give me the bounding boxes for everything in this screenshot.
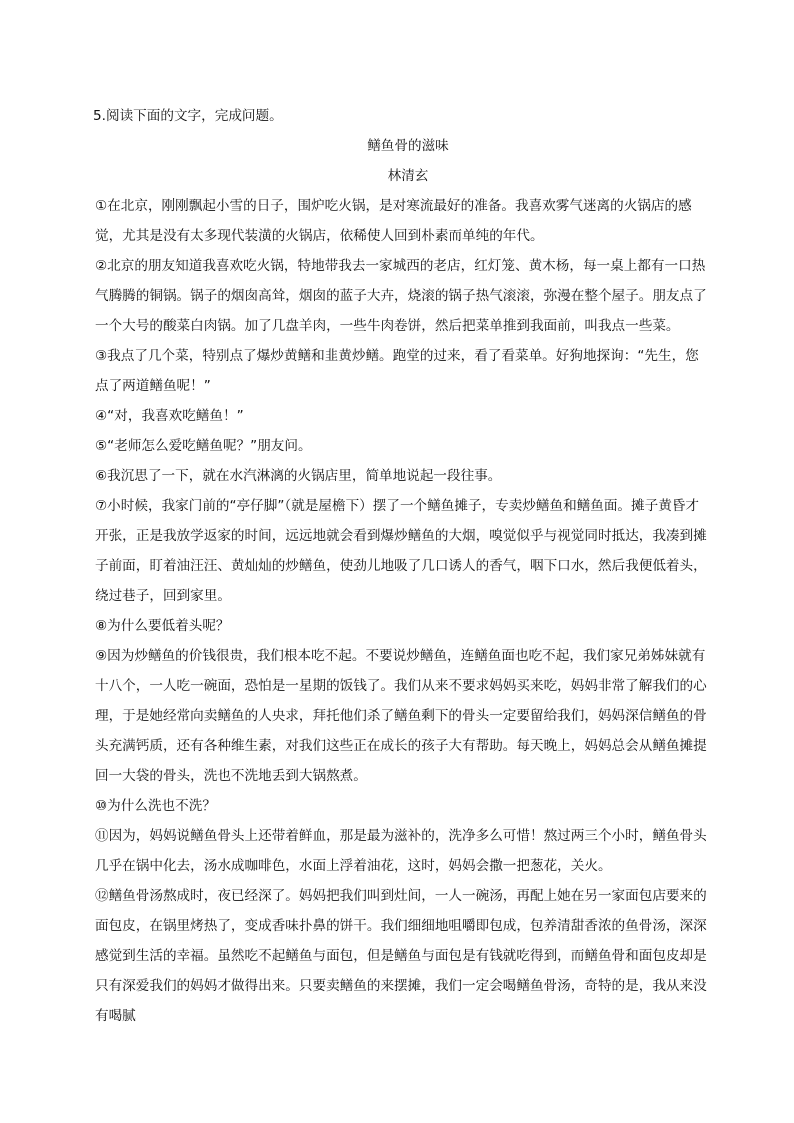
question-prompt: 5.阅读下面的文字，完成问题。: [93, 108, 283, 124]
paragraph-8: ⑧为什么要低着头呢？: [95, 618, 230, 634]
paragraph-4: ④“对，我喜欢吃鳝鱼！”: [95, 408, 244, 424]
paragraph-1: ①在北京，刚刚飘起小雪的日子，围炉吃火锅，是对寒流最好的准备。我喜欢雾气迷离的火锅店的感觉，尤其是没有太多现代装潢的火锅店，依稀使人回到朴素而单纯的年代。: [95, 198, 692, 244]
paragraph-9: ⑨因为炒鳝鱼的价钱很贵，我们根本吃不起。不要说炒鳝鱼，连鳝鱼面也吃不起，我们家兄弟姊妹就有十八个，一人吃一碗面，恐怕是一星期的饭钱了。我们从来不要求妈妈买来吃，妈妈非常了解我们的心理，于是她经常向卖鳝鱼的人央求，拜托他们杀了鳝鱼剩下的骨头一定要留给我们，妈妈深信鳝鱼的骨头充满钙质，还有各种维生素，对我们这些正在成长的孩子大有帮助。每天晚上，妈妈总会从鳝鱼摊提回一大袋的骨头，洗也不洗地丢到大锅熬煮。: [95, 648, 707, 784]
article-author: 林清玄: [387, 168, 429, 184]
paragraph-6: ⑥我沉思了一下，就在水汽淋漓的火锅店里，简单地说起一段往事。: [95, 468, 502, 484]
paragraph-7: ⑦小时候，我家门前的“亭仔脚”（就是屋檐下）摆了一个鳝鱼摊子，专卖炒鳝鱼和鳝鱼面。摊子黄昏才开张，正是我放学返家的时间，远远地就会看到爆炒鳝鱼的大烟，嗅觉似乎与视觉同时抵达，我凑到摊子前面，盯着油汪汪、黄灿灿的炒鳝鱼，使劲儿地吸了几口诱人的香气，咽下口水，然后我便低着头，绕过巷子，回到家里。: [95, 498, 707, 604]
paragraph-2: ②北京的朋友知道我喜欢吃火锅，特地带我去一家城西的老店，红灯笼、黄木杨，每一桌上都有一口热气腾腾的铜锅。锅子的烟囱高耸，烟囱的蓝子大卉，烧滚的锅子热气滚滚，弥漫在整个屋子。朋友点了一个大号的酸菜白肉锅。加了几盘羊肉，一些牛肉卷饼，然后把菜单推到我面前，叫我点一些菜。: [95, 258, 707, 334]
article-body: [95, 191, 711, 1031]
paragraph-5: ⑤“老师怎么爱吃鳝鱼呢？”朋友问。: [95, 438, 312, 454]
article-title: 鳝鱼骨的滋味: [367, 138, 449, 154]
paragraph-11: ⑪因为，妈妈说鳝鱼骨头上还带着鲜血，那是最为滋补的，洗净多么可惜！熬过两三个小时，鳝鱼骨头几乎在锅中化去，汤水成咖啡色，水面上浮着油花，这时，妈妈会撒一把葱花，关火。: [95, 828, 707, 874]
paragraph-10: ⑩为什么洗也不洗？: [95, 798, 216, 814]
paragraph-12: ⑫鳝鱼骨汤熬成时，夜已经深了。妈妈把我们叫到灶间，一人一碗汤，再配上她在另一家面包店要来的面包皮，在锅里烤热了，变成香味扑鼻的饼干。我们细细地咀嚼即包成，包养清甜香浓的鱼骨汤，深深感觉到生活的幸福。虽然吃不起鳝鱼与面包，但是鳝鱼与面包是有钱就吃得到，而鳝鱼骨和面包皮却是只有深爱我们的妈妈才做得出来。只要卖鳝鱼的来摆摊，我们一定会喝鳝鱼骨汤，奇特的是，我从来没有喝腻: [95, 888, 707, 1024]
paragraph-3: ③我点了几个菜，特别点了爆炒黄鳝和韭黄炒鳝。跑堂的过来，看了看菜单。好狗地探询：“先生，您点了两道鳝鱼呢！”: [95, 348, 699, 394]
